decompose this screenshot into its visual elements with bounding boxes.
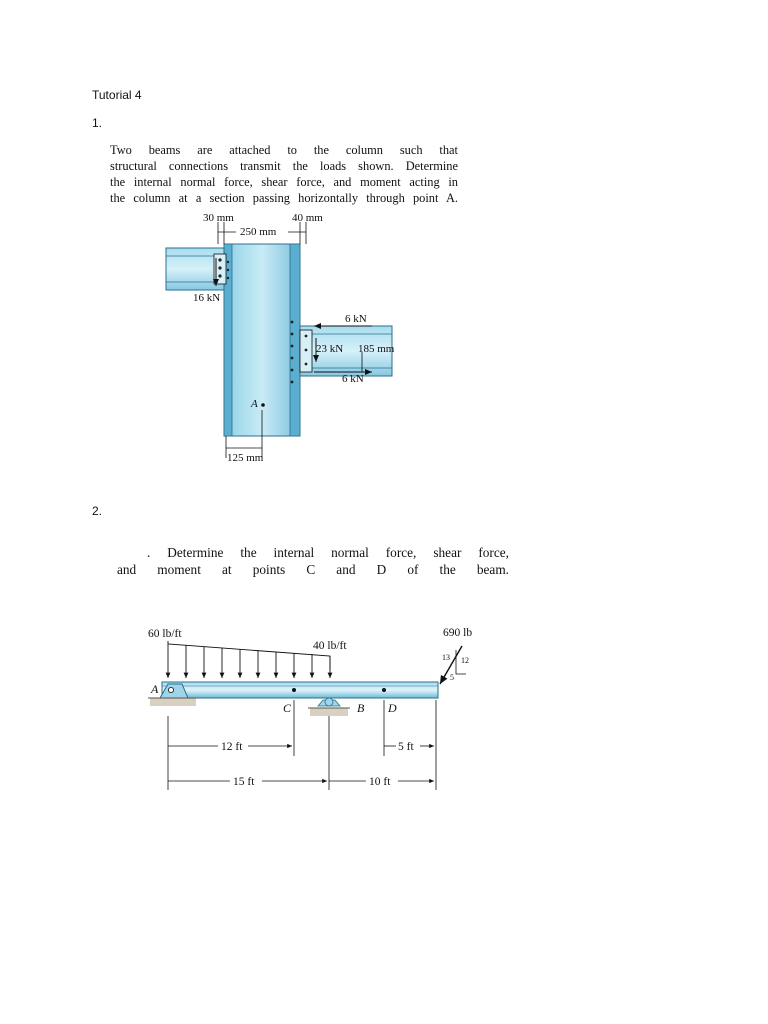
label-690lb: 690 lb: [443, 627, 473, 639]
label-16kN: 16 kN: [193, 292, 221, 304]
problem-1-line-1: Two beams are attached to the column such that: [110, 143, 458, 157]
label-5ft: 5 ft: [398, 741, 414, 753]
point-D-marker: [382, 688, 386, 692]
label-40lbft: 40 lb/ft: [313, 640, 347, 652]
page-title: Tutorial 4: [92, 88, 142, 102]
label-10ft: 10 ft: [369, 776, 391, 788]
label-6kN-top: 6 kN: [345, 313, 367, 325]
label-125mm: 125 mm: [227, 452, 264, 464]
label-point-C: C: [283, 701, 292, 715]
distributed-load-arrows: [168, 644, 330, 678]
label-slope-13: 13: [442, 653, 450, 662]
problem-1-line-2: structural connections transmit the loads shown. Determine: [110, 159, 458, 173]
distributed-load-outline: [168, 641, 330, 670]
label-60lbft: 60 lb/ft: [148, 628, 182, 640]
label-6kN-bottom: 6 kN: [342, 373, 364, 385]
label-23kN: 23 kN: [316, 343, 344, 355]
label-15ft: 15 ft: [233, 776, 255, 788]
label-point-A: A: [251, 398, 258, 410]
problem-2-line-2: and moment at points C and D of the beam.: [117, 562, 509, 577]
label-point-D: D: [388, 701, 397, 715]
pin-A: [168, 687, 173, 692]
label-250mm: 250 mm: [240, 226, 277, 238]
problem-2-number: 2.: [92, 504, 103, 518]
ground-B: [310, 708, 348, 716]
label-185mm: 185 mm: [358, 343, 395, 355]
label-40mm: 40 mm: [292, 212, 323, 224]
beam: [162, 682, 438, 698]
problem-1-line-4: the column at a section passing horizontally through point A.: [110, 191, 458, 205]
label-slope-12: 12: [461, 656, 469, 665]
problem-1-line-3: the internal normal force, shear force, and moment acting in: [110, 175, 458, 189]
label-point-B: B: [357, 701, 365, 715]
label-point-A: A: [151, 682, 159, 696]
ground-A: [150, 698, 196, 706]
label-slope-5: 5: [450, 673, 454, 682]
label-30mm: 30 mm: [203, 212, 234, 224]
label-12ft: 12 ft: [221, 741, 243, 753]
point-C-marker: [292, 688, 296, 692]
roller-B: [325, 698, 333, 706]
problem-2-line-1: . Determine the internal normal force, shear force,: [147, 545, 509, 560]
problem-1-number: 1.: [92, 116, 103, 130]
